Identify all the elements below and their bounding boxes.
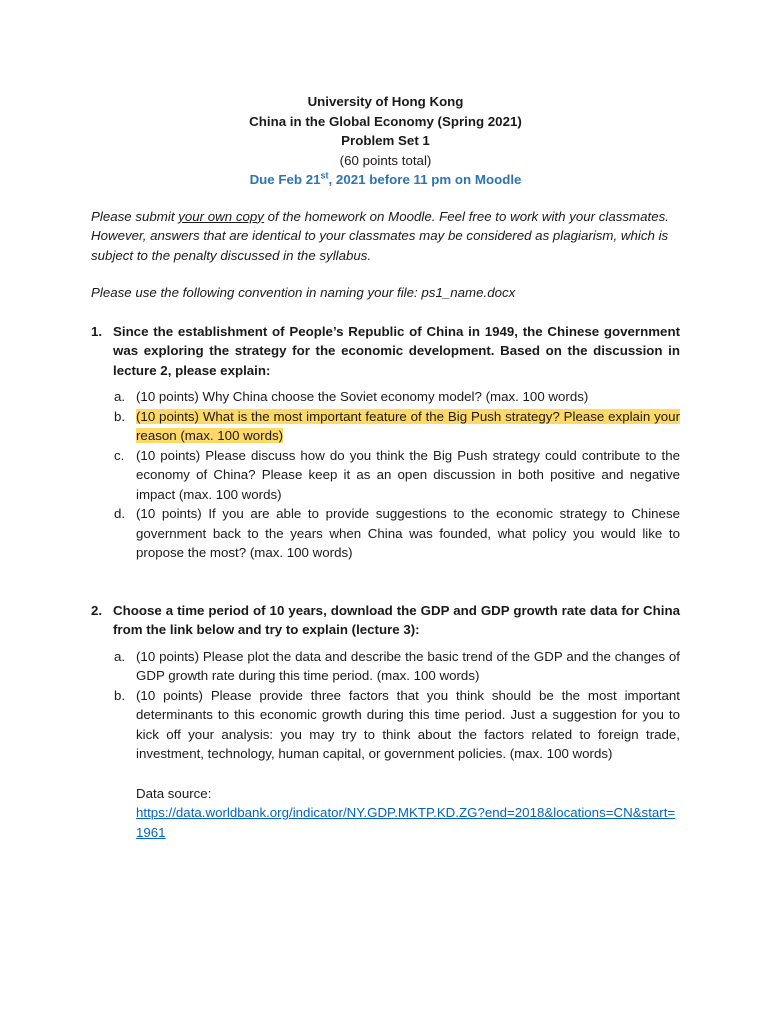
intro-pre: Please submit bbox=[91, 208, 179, 224]
course-name: China in the Global Economy (Spring 2021) bbox=[249, 113, 522, 129]
question-2 bbox=[91, 601, 680, 640]
intro-underlined: your own copy bbox=[178, 208, 264, 224]
item-letter: b. bbox=[114, 687, 126, 703]
question-2-items bbox=[91, 647, 680, 764]
question-text: Choose a time period of 10 years, download the GDP and GDP growth rate data for China from the link below and try to explain (lecture 3): bbox=[113, 602, 680, 637]
list-item-highlighted bbox=[114, 407, 680, 446]
item-letter: c. bbox=[114, 447, 125, 463]
link-line-1: https://data.worldbank.org/indicator/NY.GDP.MKTP.KD.ZG?end=2018&locations=CN&s bbox=[136, 805, 649, 820]
university-name: University of Hong Kong bbox=[307, 94, 464, 109]
data-source bbox=[91, 784, 680, 843]
list-item bbox=[114, 504, 680, 563]
question-1-items bbox=[91, 387, 680, 563]
item-text: (10 points) Why China choose the Soviet economy model? (max. 100 words) bbox=[136, 389, 589, 404]
highlighted-item-text: (10 points) What is the most important feature of the Big Push strategy? Please explain your reason (max. 100 words) bbox=[136, 408, 680, 443]
file-naming-convention: Please use the following convention in naming your file: ps1_name.docx bbox=[91, 285, 516, 300]
list-item bbox=[114, 387, 680, 407]
question-1 bbox=[91, 322, 680, 381]
list-item bbox=[114, 686, 680, 764]
item-text: (10 points) If you are able to provide suggestions to the economic strategy to Chinese government back to the years when China was founded, what policy you would like to propose the most? (max. 100 words) bbox=[136, 506, 680, 560]
question-number: 2. bbox=[91, 602, 103, 618]
item-text: (10 points) Please discuss how do you think the Big Push strategy could contribute to the economy of China? Please keep it as an open discussion in both positive and negative impact (max. 100 words) bbox=[136, 447, 680, 502]
data-source-link[interactable] bbox=[136, 803, 680, 842]
list-item bbox=[114, 446, 680, 505]
document-title: Problem Set 1 bbox=[341, 133, 430, 148]
item-text: (10 points) Please plot the data and describe the basic trend of the GDP and the changes of GDP growth rate during this time period. (max. 100 words) bbox=[136, 648, 680, 683]
item-letter: b. bbox=[114, 408, 126, 424]
document-header bbox=[91, 92, 680, 190]
submission-instructions bbox=[91, 207, 680, 266]
item-letter: d. bbox=[114, 506, 126, 521]
item-text: (10 points) Please provide three factors that you think should be the most important determinants to this economic growth during this time period. Just a suggestion for you to kick off your analysis: you may try to think about the factors related to foreign trade, investment, technology, human capital, or government policies. (max. 100 words) bbox=[136, 687, 680, 761]
due-date bbox=[91, 170, 680, 190]
due-date-pre: Due Feb 21 bbox=[249, 172, 321, 187]
list-item bbox=[114, 647, 680, 686]
intro-post: of the homework on Moodle. Feel free to work with your classmates. However, answers that are identical to your classmates may be considered as plagiarism, which is subject to the penalty discussed in the syllabus. bbox=[91, 208, 669, 263]
link-line-2: tart=1961 bbox=[136, 805, 676, 840]
question-number: 1. bbox=[91, 323, 103, 339]
data-source-label: Data source: bbox=[136, 785, 212, 801]
question-text: Since the establishment of People’s Republic of China in 1949, the Chinese government was exploring the strategy for the economic development. Based on the discussion in lecture 2, please explain: bbox=[113, 323, 680, 378]
item-letter: a. bbox=[114, 389, 126, 404]
item-letter: a. bbox=[114, 648, 126, 664]
due-date-sup: st bbox=[320, 170, 329, 181]
total-points: (60 points total) bbox=[339, 152, 432, 168]
due-date-post: , 2021 before 11 pm on Moodle bbox=[328, 172, 522, 187]
